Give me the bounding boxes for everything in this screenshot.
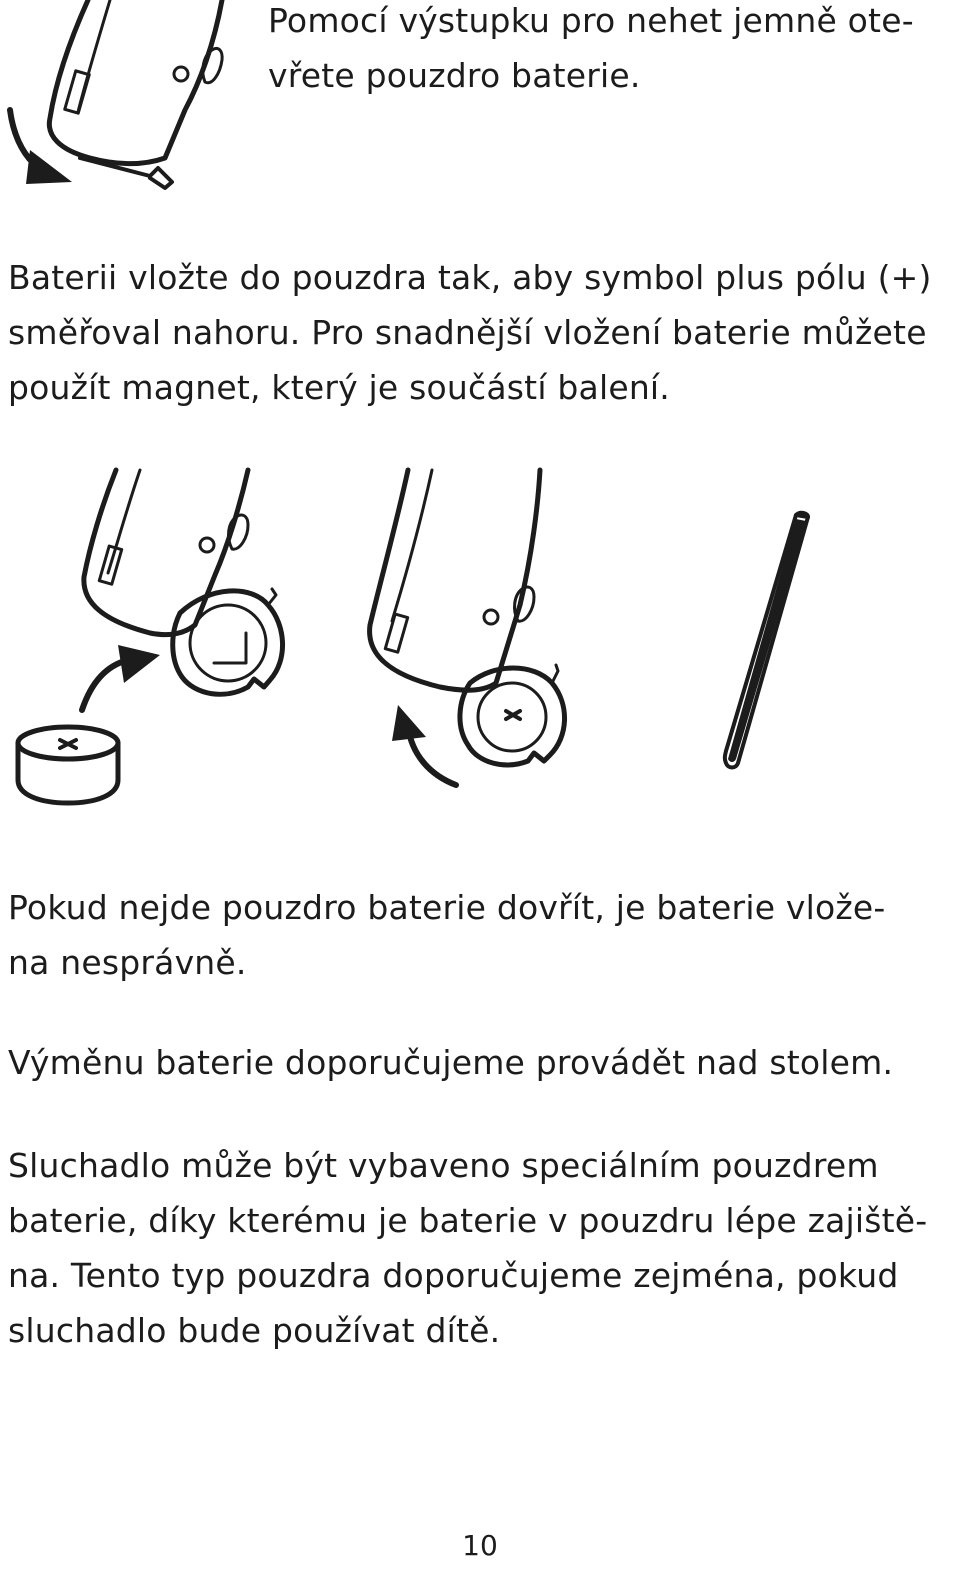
text-line: baterie, díky kterému je baterie v pouzdru lépe zajiště-: [8, 1201, 928, 1240]
text-line: Pokud nejde pouzdro baterie dovřít, je baterie vlože-: [8, 888, 886, 927]
text-line: Sluchadlo může být vybaveno speciálním pouzdrem: [8, 1146, 879, 1185]
text-line: směřoval nahoru. Pro snadnější vložení baterie můžete: [8, 313, 927, 352]
text-line: Pomocí výstupku pro nehet jemně ote-: [268, 1, 914, 40]
paragraph-open-case: [268, 0, 958, 103]
text-line: na nesprávně.: [8, 943, 247, 982]
hearing-aid-right: [370, 470, 540, 690]
page-number: 10: [462, 1529, 498, 1562]
paragraph-insert-battery: [8, 250, 958, 415]
magnet-stick-fill: [728, 519, 806, 762]
text-line: vřete pouzdro baterie.: [268, 56, 641, 95]
paragraph-close-warning: [8, 880, 958, 990]
figure-open-battery-door: [0, 0, 260, 200]
text-line: na. Tento typ pouzdra doporučujeme zejména, pokud: [8, 1256, 899, 1295]
paragraph-table-tip: [8, 1035, 958, 1090]
arrow-head: [26, 150, 72, 184]
figure-insert-battery: [0, 465, 960, 825]
text-line: Výměnu baterie doporučujeme provádět nad stolem.: [8, 1043, 894, 1082]
arrow-insert-head: [118, 645, 160, 683]
text-line: použít magnet, který je součástí balení.: [8, 368, 670, 407]
hearing-aid-body: [49, 0, 222, 164]
text-line: sluchadlo bude používat dítě.: [8, 1311, 501, 1350]
arrow-close-head: [392, 705, 426, 741]
text-line: Baterii vložte do pouzdra tak, aby symbol plus pólu (+): [8, 258, 932, 297]
paragraph-special-case: [8, 1138, 958, 1358]
arrow-insert-shaft: [82, 660, 128, 710]
